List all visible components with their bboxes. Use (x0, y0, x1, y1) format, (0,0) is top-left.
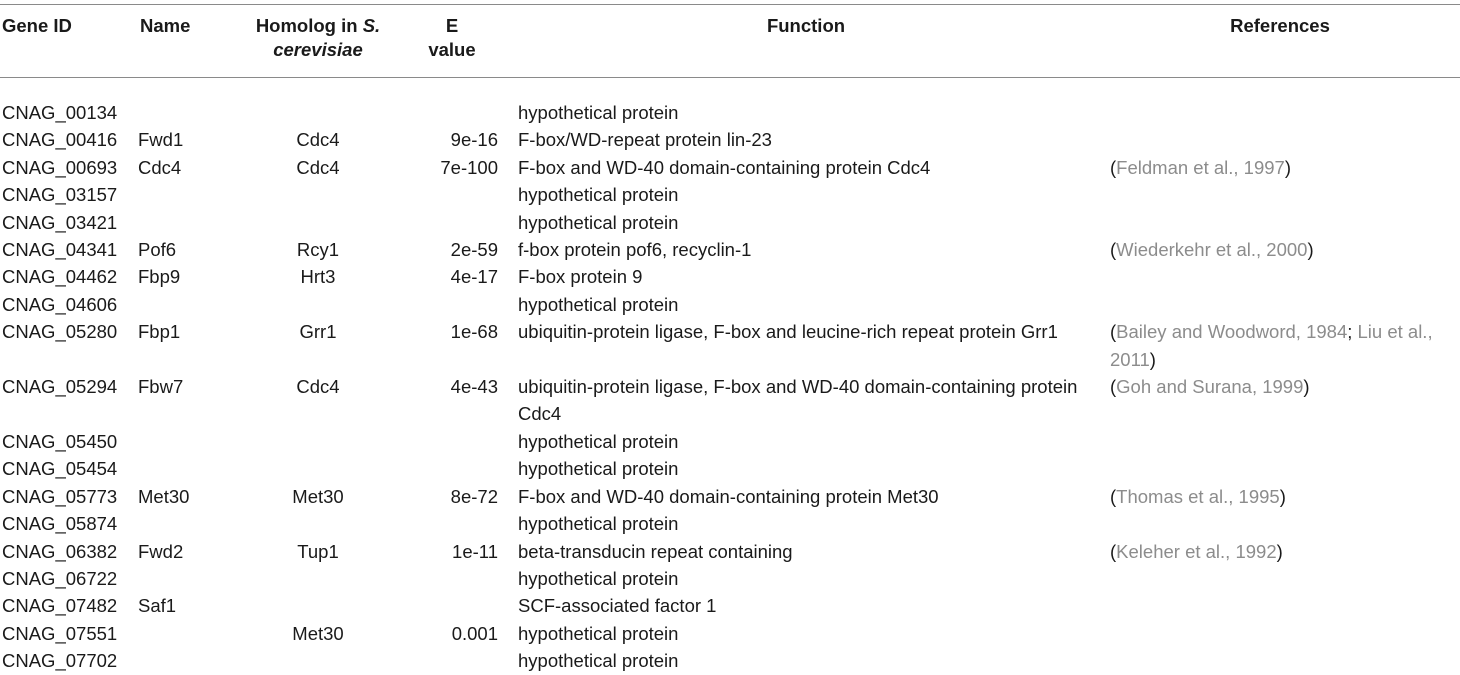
references-cell (1100, 318, 1460, 373)
col-header-references: References (1230, 15, 1330, 36)
references-cell (1100, 483, 1460, 510)
function-cell: F-box and WD-40 domain-containing protein Cdc4 (518, 156, 931, 178)
function-cell: ubiquitin-protein ligase, F-box and WD-40 domain-containing protein Cdc4 (518, 376, 1078, 425)
function-cell: hypothetical protein (518, 293, 679, 315)
gene-id-cell: CNAG_05450 (2, 430, 118, 452)
paren-open: ( (1110, 156, 1117, 178)
name-cell: Fwd2 (138, 540, 184, 562)
homolog-cell (238, 510, 398, 537)
gene-id-cell: CNAG_06722 (2, 567, 118, 589)
reference-link[interactable]: Keleher et al., 1992 (1116, 540, 1277, 562)
gene-id-cell: CNAG_05874 (2, 513, 118, 535)
references-cell (1100, 455, 1460, 482)
name-cell: Pof6 (138, 239, 177, 261)
e-value-cell: 1e-68 (450, 321, 498, 343)
gene-id-cell: CNAG_06382 (2, 540, 118, 562)
name-cell (138, 291, 238, 318)
homolog-cell (238, 592, 398, 619)
name-cell (138, 181, 238, 208)
e-value-cell (398, 181, 512, 208)
table-row (0, 620, 1460, 647)
table-row (0, 209, 1460, 236)
table-row (0, 455, 1460, 482)
references-cell (1100, 592, 1460, 619)
table-row (0, 592, 1460, 619)
references-cell (1100, 373, 1460, 428)
e-value-cell (398, 291, 512, 318)
function-cell: hypothetical protein (518, 458, 679, 480)
name-cell: Saf1 (138, 595, 177, 617)
e-value-cell (398, 428, 512, 455)
gene-id-cell: CNAG_03421 (2, 211, 118, 233)
col-header-e-value (398, 5, 512, 86)
references-cell (1100, 510, 1460, 537)
reference-link[interactable]: Liu et al., 2011 (1110, 321, 1433, 370)
gene-id-cell: CNAG_04462 (2, 266, 118, 288)
gene-id-cell: CNAG_00693 (2, 156, 118, 178)
table-body (0, 86, 1460, 675)
table-row (0, 538, 1460, 565)
function-cell: SCF-associated factor 1 (518, 595, 717, 617)
col-header-name: Name (140, 15, 191, 36)
name-cell: Fwd1 (138, 129, 184, 151)
function-cell: ubiquitin-protein ligase, F-box and leucine-rich repeat protein Grr1 (518, 321, 1058, 343)
header-row (0, 5, 1460, 86)
references-cell (1100, 181, 1460, 208)
homolog-cell (238, 647, 398, 674)
table-row (0, 263, 1460, 290)
name-cell (138, 86, 238, 126)
e-value-cell: 7e-100 (440, 156, 498, 178)
function-cell: hypothetical protein (518, 567, 679, 589)
function-cell: F-box/WD-repeat protein lin-23 (518, 129, 772, 151)
table-row (0, 86, 1460, 126)
table-row (0, 565, 1460, 592)
name-cell (138, 647, 238, 674)
name-cell (138, 510, 238, 537)
function-cell: F-box and WD-40 domain-containing protein Met30 (518, 485, 939, 507)
col-header-gene-id: Gene ID (2, 15, 72, 36)
col-header-homolog-prefix: Homolog in (255, 15, 363, 36)
table-row (0, 373, 1460, 428)
references-cell (1100, 209, 1460, 236)
function-cell: hypothetical protein (518, 430, 679, 452)
homolog-cell (238, 209, 398, 236)
gene-id-cell: CNAG_04606 (2, 293, 118, 315)
gene-id-cell: CNAG_05454 (2, 458, 118, 480)
paren-close: ) (1149, 348, 1156, 370)
homolog-cell: Rcy1 (296, 239, 340, 261)
homolog-cell (238, 428, 398, 455)
e-value-cell: 8e-72 (450, 485, 498, 507)
paren-close: ) (1303, 376, 1310, 398)
gene-id-cell: CNAG_04341 (2, 239, 118, 261)
references-cell (1100, 86, 1460, 126)
table-row (0, 428, 1460, 455)
homolog-cell: Grr1 (299, 321, 337, 343)
e-value-cell: 4e-43 (450, 376, 498, 398)
references-cell (1100, 538, 1460, 565)
function-cell: hypothetical protein (518, 513, 679, 535)
e-value-cell: 9e-16 (450, 129, 498, 151)
table-row (0, 154, 1460, 181)
paren-close: ) (1279, 485, 1286, 507)
function-cell: hypothetical protein (518, 102, 679, 123)
paren-open: ( (1110, 239, 1117, 261)
col-header-e-value-label: E value (428, 15, 476, 60)
paren-open: ( (1110, 485, 1117, 507)
function-cell: hypothetical protein (518, 650, 679, 672)
function-cell: beta-transducin repeat containing (518, 540, 793, 562)
homolog-cell: Cdc4 (296, 156, 340, 178)
reference-separator: ; (1347, 321, 1358, 343)
name-cell: Fbp1 (138, 321, 181, 343)
name-cell: Met30 (138, 485, 190, 507)
homolog-cell (238, 565, 398, 592)
e-value-cell: 0.001 (451, 622, 498, 644)
reference-link[interactable]: Feldman et al., 1997 (1116, 156, 1285, 178)
table-row (0, 483, 1460, 510)
gene-id-cell: CNAG_00134 (2, 102, 118, 123)
paren-open: ( (1110, 540, 1117, 562)
references-cell (1100, 263, 1460, 290)
paren-close: ) (1276, 540, 1283, 562)
paren-close: ) (1307, 239, 1314, 261)
function-cell: F-box protein 9 (518, 266, 643, 288)
references-cell (1100, 428, 1460, 455)
references-cell (1100, 236, 1460, 263)
references-cell (1100, 620, 1460, 647)
gene-id-cell: CNAG_05294 (2, 376, 118, 398)
e-value-cell: 1e-11 (452, 540, 498, 562)
function-cell: hypothetical protein (518, 622, 679, 644)
e-value-cell (398, 647, 512, 674)
name-cell (138, 428, 238, 455)
e-value-cell (398, 455, 512, 482)
name-cell (138, 620, 238, 647)
homolog-cell (238, 455, 398, 482)
table-row (0, 126, 1460, 153)
name-cell (138, 565, 238, 592)
references-cell (1100, 154, 1460, 181)
col-header-homolog (238, 5, 398, 86)
table-row (0, 510, 1460, 537)
col-header-homolog-species: S. cerevisiae (273, 15, 381, 60)
table-row (0, 647, 1460, 674)
name-cell: Fbp9 (138, 266, 181, 288)
table-row (0, 291, 1460, 318)
gene-id-cell: CNAG_07702 (2, 650, 118, 672)
e-value-cell (398, 209, 512, 236)
paren-close: ) (1284, 156, 1292, 178)
homolog-cell (238, 181, 398, 208)
gene-id-cell: CNAG_00416 (2, 129, 118, 151)
homolog-cell: Cdc4 (296, 129, 340, 151)
paren-open: ( (1110, 321, 1117, 343)
references-cell (1100, 291, 1460, 318)
references-cell (1100, 647, 1460, 674)
col-header-function: Function (766, 15, 846, 36)
paren-open: ( (1110, 376, 1117, 398)
homolog-cell (238, 291, 398, 318)
table-row (0, 181, 1460, 208)
table-row (0, 318, 1460, 373)
gene-id-cell: CNAG_03157 (2, 184, 118, 206)
function-cell: hypothetical protein (518, 211, 679, 233)
gene-table (0, 5, 1460, 675)
e-value-cell (398, 86, 512, 126)
reference-link[interactable]: Wiederkehr et al., 2000 (1116, 239, 1308, 261)
function-cell: hypothetical protein (518, 184, 679, 206)
name-cell: Cdc4 (138, 156, 182, 178)
gene-id-cell: CNAG_07482 (2, 595, 118, 617)
name-cell (138, 455, 238, 482)
name-cell: Fbw7 (138, 376, 184, 398)
references-cell (1100, 565, 1460, 592)
homolog-cell: Cdc4 (296, 376, 340, 398)
homolog-cell: Tup1 (297, 540, 339, 562)
homolog-cell: Met30 (292, 622, 344, 644)
homolog-cell: Hrt3 (300, 266, 336, 288)
e-value-cell (398, 510, 512, 537)
reference-link[interactable]: Goh and Surana, 1999 (1116, 376, 1304, 398)
homolog-cell (238, 86, 398, 126)
function-cell: f-box protein pof6, recyclin-1 (518, 239, 752, 261)
reference-link[interactable]: Bailey and Woodword, 1984 (1116, 321, 1348, 343)
gene-id-cell: CNAG_05773 (2, 485, 118, 507)
gene-id-cell: CNAG_07551 (2, 622, 118, 644)
name-cell (138, 209, 238, 236)
references-cell (1100, 126, 1460, 153)
e-value-cell (398, 592, 512, 619)
gene-id-cell: CNAG_05280 (2, 321, 118, 343)
reference-link[interactable]: Thomas et al., 1995 (1116, 485, 1280, 507)
homolog-cell: Met30 (292, 485, 344, 507)
table-row (0, 236, 1460, 263)
e-value-cell (398, 565, 512, 592)
e-value-cell: 4e-17 (450, 266, 498, 288)
e-value-cell: 2e-59 (450, 239, 498, 261)
